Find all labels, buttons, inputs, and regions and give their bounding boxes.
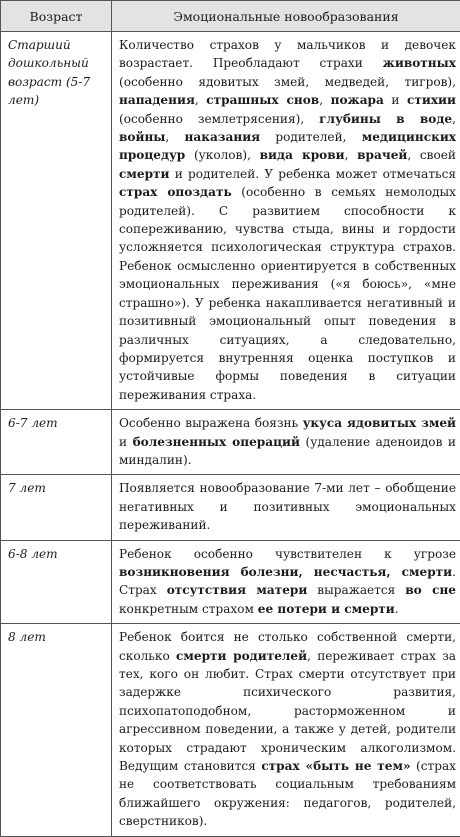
- emphasized-fear: возникновения болезни, несчастья, смерти: [119, 565, 452, 579]
- emphasized-fear: стихии: [407, 93, 456, 107]
- text-run: конкретным страхом: [119, 602, 258, 616]
- emphasized-fear: животных: [383, 56, 456, 70]
- text-run: ,: [452, 112, 456, 126]
- description-cell: [112, 624, 460, 836]
- emphasized-fear: смерти родителей: [176, 649, 307, 663]
- text-run: (страх не соответствовать социальным требованиям ближайшего окружения: педагогов, родителей, сверстников).: [119, 759, 456, 828]
- emphasized-fear: пожара: [331, 93, 384, 107]
- text-run: ,: [165, 130, 184, 144]
- text-run: ,: [345, 148, 358, 162]
- text-run: . Страх: [119, 565, 456, 597]
- text-run: и родителей. У ребенка может отмечаться: [169, 167, 456, 181]
- emphasized-fear: отсутствия матери: [167, 583, 308, 597]
- text-run: (особенно в семьях немолодых родителей). С развитием способности к сопереживанию, чувства стыда, вины и гордости усложняется психологическая структура страхов. Ребенок осмысленно ориентируется в собственных эмоциональных переживания («я боюсь», «мне страшно»). У ребенка накапливается негативный и позитивный эмоциональный опыт поведения в различных ситуациях, а следовательно, формируется внутренняя оценка поступков и устойчивые формы поведения в ситуации переживания страха.: [119, 185, 456, 401]
- text-run: Количество страхов у мальчиков и девочек возрастает. Преобладают страхи: [119, 38, 456, 70]
- text-run: , переживает страх за тех, кого он любит. Страх смерти отсутствует при задержке психического развития, психопатоподобном, расторможенном и агрессивном поведении, а также у детей, родители которых страдают хроническим алкоголизмом. Ведущим становится: [119, 649, 456, 773]
- text-run: (особенно землетрясения),: [119, 112, 319, 126]
- age-cell: 6-7 лет: [1, 410, 112, 475]
- text-run: (удаление аденоидов и миндалин).: [119, 435, 456, 467]
- emphasized-fear: наказания: [185, 130, 261, 144]
- text-run: (уколов),: [185, 148, 259, 162]
- emphasized-fear: страх опоздать: [119, 185, 232, 199]
- description-cell: [112, 32, 460, 410]
- text-run: родителей,: [260, 130, 362, 144]
- age-cell: 6-8 лет: [1, 540, 112, 624]
- text-run: Особенно выражена боязнь: [119, 416, 303, 430]
- table-row: [1, 32, 460, 410]
- age-cell: Старший дошкольный возраст (5-7 лет): [1, 32, 112, 410]
- description-cell: [112, 410, 460, 475]
- description-cell: [112, 475, 460, 540]
- emphasized-fear: врачей: [357, 148, 407, 162]
- header-row: [1, 1, 460, 32]
- text-run: Ребенок боится не столько собственной смерти, сколько: [119, 630, 456, 662]
- emphasized-fear: нападения: [119, 93, 195, 107]
- formations-column-header: Эмоциональные новообразования: [112, 1, 460, 32]
- text-run: .: [395, 602, 399, 616]
- age-column-header: Возраст: [1, 1, 112, 32]
- text-run: Ребенок особенно чувствителен к угрозе: [119, 547, 456, 561]
- table-row: [1, 410, 460, 475]
- text-run: и: [384, 93, 407, 107]
- emphasized-fear: медицинских процедур: [119, 130, 456, 162]
- emphasized-fear: смерти: [119, 167, 169, 181]
- emphasized-fear: вида крови: [260, 148, 345, 162]
- text-run: (особенно ядовитых змей, медведей, тигров),: [119, 75, 456, 89]
- table-row: [1, 540, 460, 624]
- text-run: и: [119, 435, 133, 449]
- text-run: выражается: [307, 583, 405, 597]
- age-cell: 8 лет: [1, 624, 112, 836]
- emphasized-fear: болезненных операций: [133, 435, 300, 449]
- emphasized-fear: укуса ядовитых змей: [303, 416, 456, 430]
- table-row: [1, 624, 460, 836]
- emphasized-fear: во сне: [405, 583, 456, 597]
- emphasized-fear: войны: [119, 130, 165, 144]
- text-run: , своей: [407, 148, 456, 162]
- text-run: Появляется новообразование 7-ми лет – обобщение негативных и позитивных эмоциональных переживаний.: [119, 481, 456, 532]
- text-run: ,: [195, 93, 206, 107]
- table-row: [1, 475, 460, 540]
- text-run: ,: [319, 93, 330, 107]
- emphasized-fear: ее потери и смерти: [258, 602, 395, 616]
- description-cell: [112, 540, 460, 624]
- emphasized-fear: страшных снов: [206, 93, 319, 107]
- age-cell: 7 лет: [1, 475, 112, 540]
- emphasized-fear: глубины в воде: [319, 112, 452, 126]
- emphasized-fear: страх «быть не тем»: [261, 759, 410, 773]
